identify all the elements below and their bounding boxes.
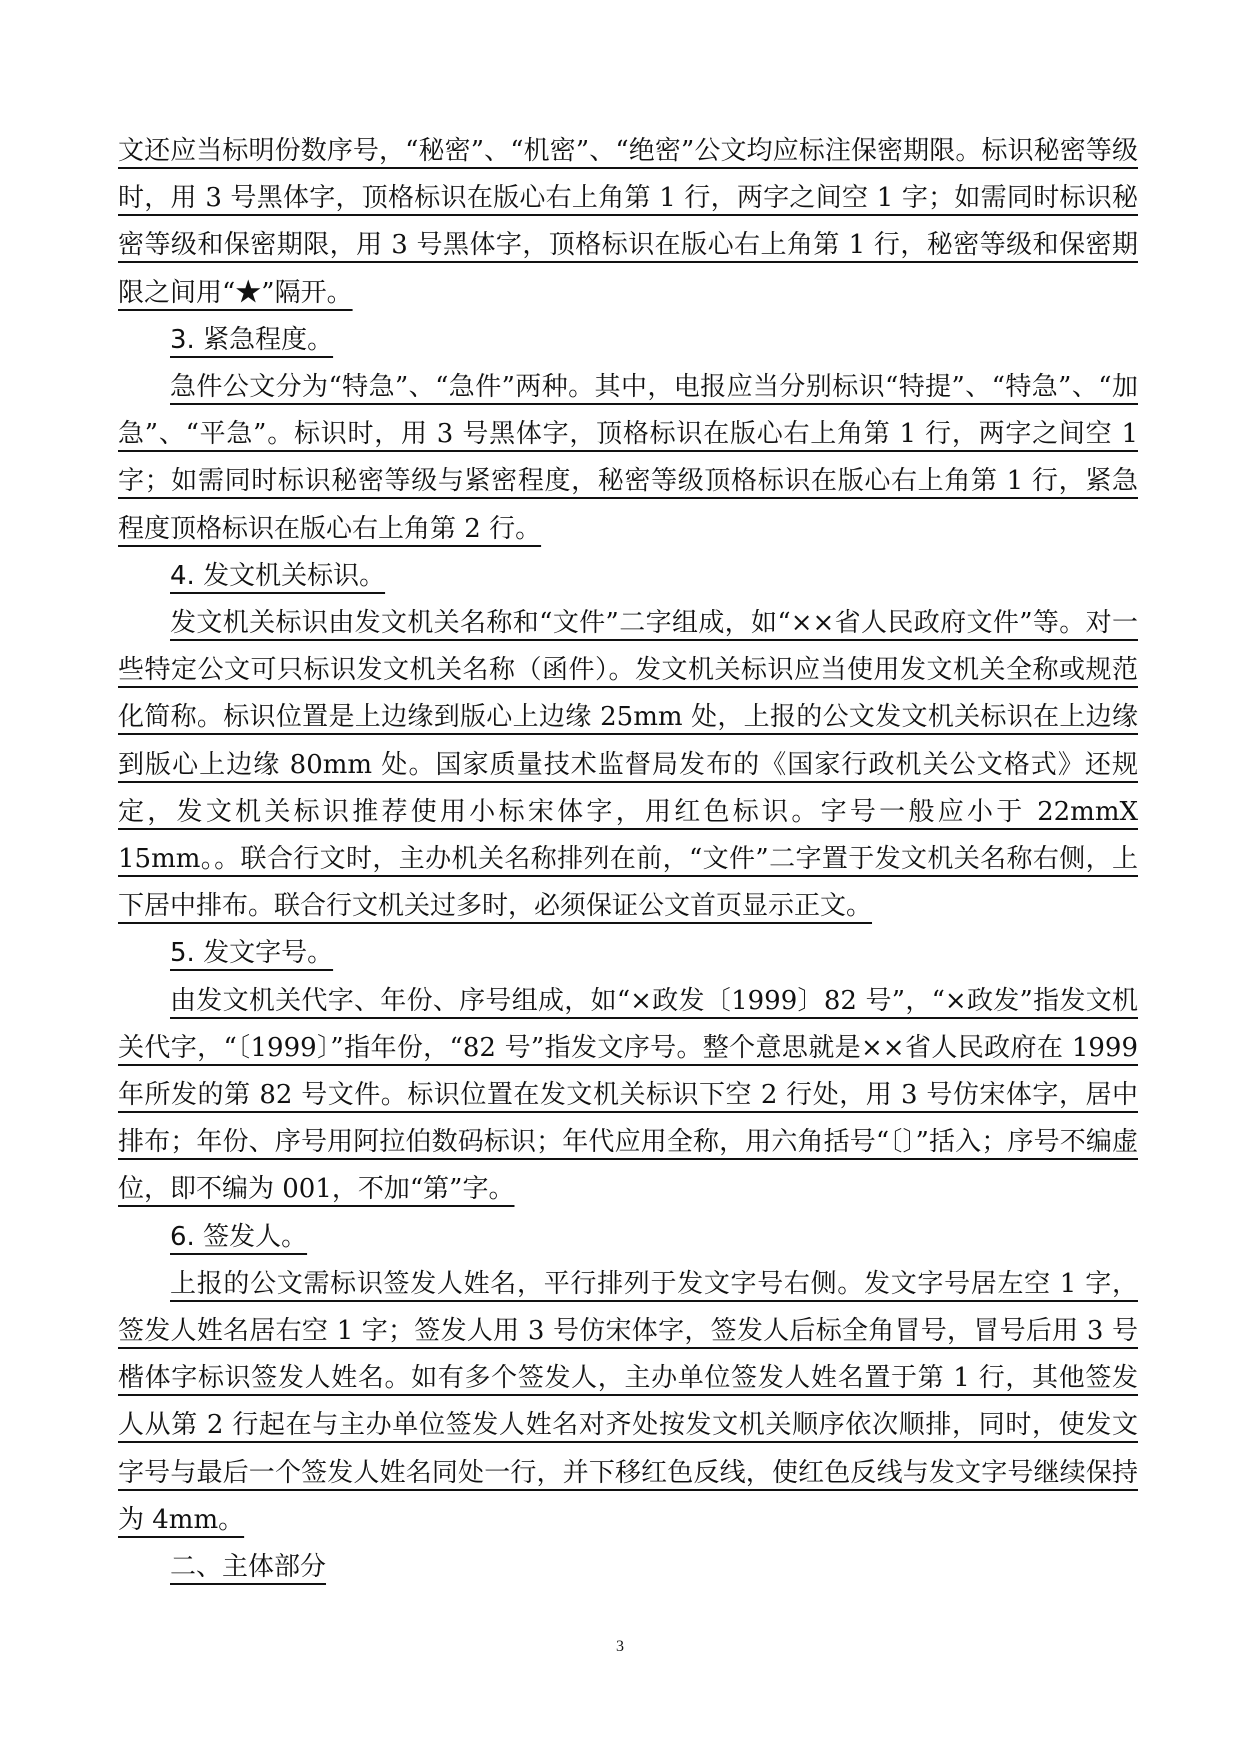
paragraph-issuer-mark [118, 600, 1138, 930]
document-body [118, 128, 1138, 1591]
section-heading-issuer-mark: 4. 发文机关标识。 [170, 560, 386, 591]
section-heading-signer: 6. 签发人。 [170, 1221, 308, 1252]
paragraph-text: 文还应当标明份数序号，“秘密”、“机密”、“绝密”公文均应标注保密期限。标识秘密等级时，用 3 号黑体字，顶格标识在版心右上角第 1 行，两字之间空 1 字；如需同时标识秘密等级和保密期限，用 3 号黑体字，顶格标识在版心右上角第 1 行，秘密等级和保密期限之间用“★”隔开。 [118, 136, 1138, 308]
section-heading-doc-number: 5. 发文字号。 [170, 938, 334, 969]
section-heading-urgency: 3. 紧急程度。 [170, 324, 334, 355]
paragraph-text: 急件公文分为“特急”、“急件”两种。其中，电报应当分别标识“特提”、“特急”、“加急”、“平急”。标识时，用 3 号黑体字，顶格标识在版心右上角第 1 行，两字之间空 1 字；如需同时标识秘密等级与紧密程度，秘密等级顶格标识在版心右上角第 1 行，紧急程度顶格标识在版心右上角第 2 行。 [118, 372, 1138, 544]
section-heading-main-body: 二、主体部分 [170, 1552, 327, 1583]
paragraph-text: 由发文机关代字、年份、序号组成，如“×政发〔1999〕82 号”，“×政发”指发文机关代字，“〔1999〕”指年份，“82 号”指发文序号。整个意思就是××省人民政府在 1999 年所发的第 82 号文件。标识位置在发文机关标识下空 2 行处，用 3 号仿宋体字，居中排布；年份、序号用阿拉伯数码标识；年代应用全称，用六角括号“〔〕”括入；序号不编虚位，即不编为 001，不加“第”字。 [118, 985, 1138, 1205]
paragraph-text: 上报的公文需标识签发人姓名，平行排列于发文字号右侧。发文字号居左空 1 字，签发人姓名居右空 1 字；签发人用 3 号仿宋体字，签发人后标全角冒号，冒号后用 3 号楷体字标识签发人姓名。如有多个签发人，主办单位签发人姓名置于第 1 行，其他签发人从第 2 行起在与主办单位签发人姓名对齐处按发文机关顺序依次顺排，同时，使发文字号与最后一个签发人姓名同处一行，并下移红色反线，使红色反线与发文字号继续保持为 4mm。 [118, 1268, 1138, 1535]
paragraph-text: 发文机关标识由发文机关名称和“文件”二字组成，如“××省人民政府文件”等。对一些特定公文可只标识发文机关名称（函件）。发文机关标识应当使用发文机关全称或规范化简称。标识位置是上边缘到版心上边缘 25mm 处，上报的公文发文机关标识在上边缘到版心上边缘 80mm 处。国家质量技术监督局发布的《国家行政机关公文格式》还规定，发文机关标识推荐使用小标宋体字，用红色标识。字号一般应小于 22mmX 15mm。。联合行文时，主办机关名称排列在前，“文件”二字置于发文机关名称右侧，上下居中排布。联合行文机关过多时，必须保证公文首页显示正文。 [118, 608, 1138, 922]
paragraph-signer [118, 1261, 1138, 1544]
paragraph-urgency [118, 364, 1138, 553]
paragraph-secret-level [118, 128, 1138, 317]
page-number: 3 [616, 1638, 624, 1655]
paragraph-doc-number [118, 978, 1138, 1214]
